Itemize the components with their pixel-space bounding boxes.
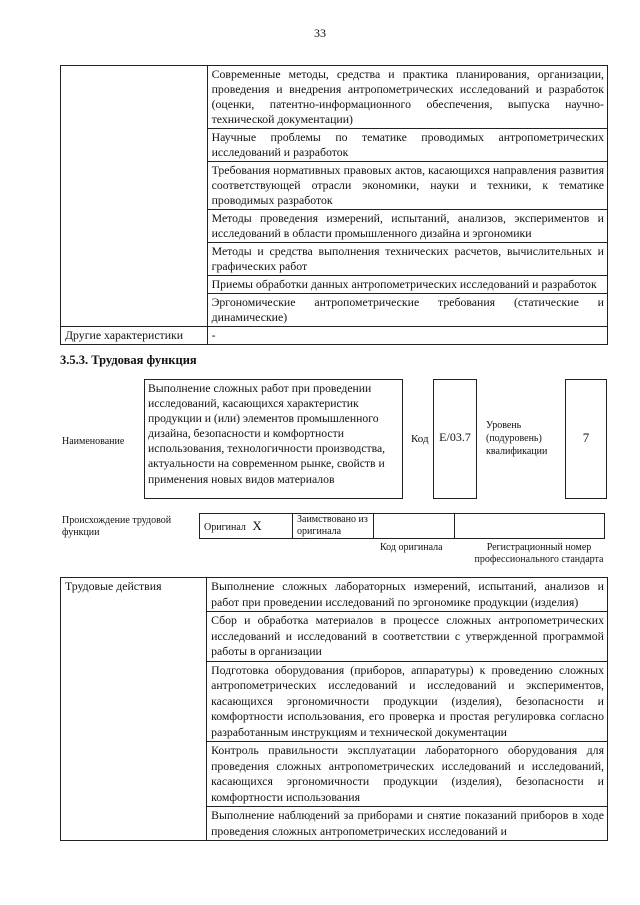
knowledge-item: Эргономические антропометрические требования (статические и динамические) [207,294,607,327]
labor-actions-table [60,577,608,841]
knowledge-item: Методы и средства выполнения технических расчетов, вычислительных и графических работ [207,243,607,276]
code-label: Код [411,433,429,445]
code-original-caption: Код оригинала [380,542,443,553]
level-label: Уровень (подуровень) квалификации [486,420,548,457]
knowledge-table [60,65,608,345]
code-value-box: E/03.7 [433,379,477,499]
borrowed-cell: Заимствовано из оригинала [293,514,374,539]
original-cell [200,514,293,539]
labor-action-item: Сбор и обработка материалов в процессе сложных антропометрических исследований и исследований в соответствии с утвержденной программой работы в организации [207,612,608,662]
page-number: 33 [314,26,326,40]
origin-table [199,513,605,539]
knowledge-item: Методы проведения измерений, испытаний, анализов, экспериментов и исследований в области промышленного дизайна и эргономики [207,210,607,243]
labor-action-item: Выполнение сложных лабораторных измерений, испытаний, анализов и работ при проведении исследований по эргономике продукции (изделия) [207,578,608,612]
reg-number-caption: Регистрационный номер профессионального стандарта [474,542,604,565]
other-characteristics-value: - [207,327,607,345]
knowledge-item: Научные проблемы по тематике проводимых антропометрических исследований и разработок [207,129,607,162]
labor-actions-label: Трудовые действия [61,578,207,841]
original-code-cell [374,514,455,539]
table-row [61,327,608,345]
table-row [61,66,608,129]
empty-label-cell [61,66,208,327]
name-label: Наименование [62,436,125,447]
labor-action-item: Подготовка оборудования (приборов, аппаратуры) к проведению сложных антропометрических исследований и исследований и экспериментов, касающихся эргономичности продукции (изделия), безопасности и комфортности использования, его проверка и простая регулировка согласно разработанным инструкциям и технической документации [207,661,608,742]
other-characteristics-label: Другие характеристики [61,327,208,345]
level-value-box: 7 [565,379,607,499]
table-row [200,514,605,539]
knowledge-item: Требования нормативных правовых актов, касающихся направления развития соответствующей отрасли экономики, науки и техники, к тематике проводимых разработок [207,162,607,210]
table-row [61,578,608,612]
labor-action-item: Контроль правильности эксплуатации лабораторного оборудования для проведения сложных антропометрических исследований и исследований, касающихся эргономичности продукции (изделия), безопасности и комфортности использования [207,742,608,807]
reg-number-cell [455,514,605,539]
section-heading: 3.5.3. Трудовая функция [60,353,197,367]
original-label: Оригинал [204,522,246,533]
original-mark: X [252,518,262,533]
labor-action-item: Выполнение наблюдений за приборами и снятие показаний приборов в ходе проведения сложных антропометрических исследований и [207,807,608,841]
knowledge-item: Современные методы, средства и практика планирования, организации, проведения и внедрения антропометрических исследований и разработок (оценки, патентно-информационного обеспечения, выпуска научно-технической документации) [207,66,607,129]
origin-label: Происхождение трудовой функции [62,515,172,538]
function-name-box: Выполнение сложных работ при проведении исследований, касающихся характеристик продукции и (или) элементов промышленного дизайна, безопасности и комфортности использования, технологичности производства, актуальности на современном рынке, свойств и применения новых видов материалов [144,379,403,499]
knowledge-item: Приемы обработки данных антропометрических исследований и разработок [207,276,607,294]
